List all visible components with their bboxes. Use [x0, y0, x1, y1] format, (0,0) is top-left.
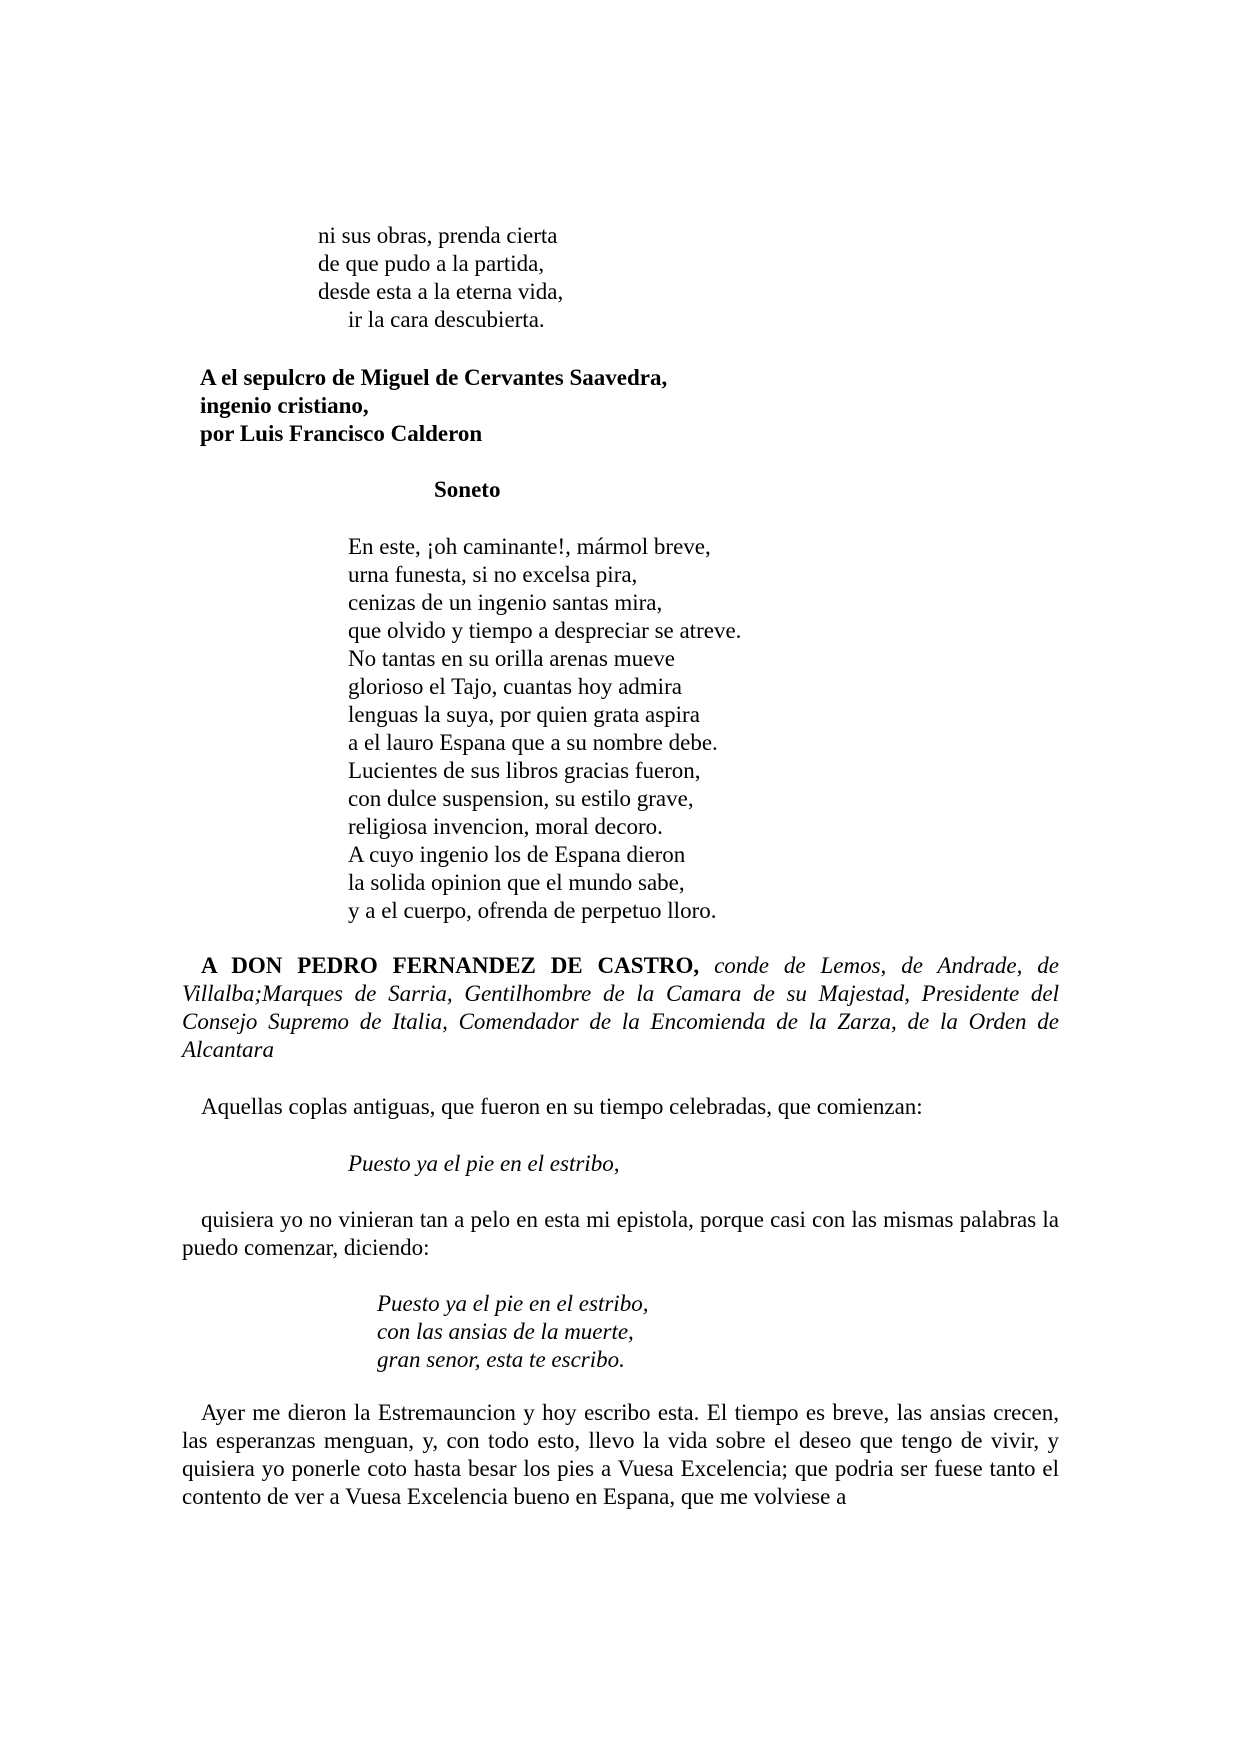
- verse-quote: Puesto ya el pie en el estribo,: [348, 1151, 620, 1176]
- heading-line: por Luis Francisco Calderon: [200, 421, 483, 446]
- epitaph-heading: [200, 364, 1000, 448]
- sonnet-line: y a el cuerpo, ofrenda de perpetuo lloro.: [348, 898, 717, 923]
- sonnet-line: Lucientes de sus libros gracias fueron,: [348, 758, 701, 783]
- poem-line: de que pudo a la partida,: [318, 251, 545, 276]
- sonnet-title: Soneto: [434, 477, 501, 502]
- poem-line: desde esta a la eterna vida,: [318, 279, 564, 304]
- poem-line: ir la cara descubierta.: [348, 307, 545, 332]
- sonnet-line: En este, ¡oh caminante!, mármol breve,: [348, 534, 711, 559]
- sonnet-line: a el lauro Espana que a su nombre debe.: [348, 730, 718, 755]
- sonnet-line: religiosa invencion, moral decoro.: [348, 814, 663, 839]
- heading-line: ingenio cristiano,: [200, 393, 369, 418]
- letter-paragraph: quisiera yo no vinieran tan a pelo en esta mi epistola, porque casi con las mismas palabras la puedo comenzar, diciendo:: [182, 1207, 1059, 1260]
- letter-paragraph: Ayer me dieron la Estremauncion y hoy escribo esta. El tiempo es breve, las ansias crecen, las esperanzas menguan, y, con todo esto, llevo la vida sobre el deseo que tengo de vivir, y quisiera yo ponerle coto hasta besar los pies a Vuesa Excelencia; que podria ser fuese tanto el contento de ver a Vuesa Excelencia bueno en Espana, que me volviese a: [182, 1400, 1059, 1509]
- sonnet-body: [348, 533, 968, 925]
- verse-quote-line: Puesto ya el pie en el estribo,: [377, 1291, 649, 1316]
- dedication-titles: conde de Lemos, de Andrade, de Villalba;Marques de Sarria, Gentilhombre de la Camara de su Majestad, Presidente del Consejo Supremo de Italia, Comendador de la Encomienda de la Zarza, de la Orden de Alcantara: [182, 953, 1059, 1062]
- sonnet-line: A cuyo ingenio los de Espana dieron: [348, 842, 686, 867]
- poem-line: ni sus obras, prenda cierta: [318, 223, 558, 248]
- dedication-heading: [182, 952, 1059, 1064]
- sonnet-line: cenizas de un ingenio santas mira,: [348, 590, 663, 615]
- sonnet-line: glorioso el Tajo, cuantas hoy admira: [348, 674, 682, 699]
- heading-line: A el sepulcro de Miguel de Cervantes Saavedra,: [200, 365, 668, 390]
- sonnet-line: con dulce suspension, su estilo grave,: [348, 786, 694, 811]
- dedication-name: A DON PEDRO FERNANDEZ DE CASTRO,: [201, 953, 700, 978]
- verse-quote-line: con las ansias de la muerte,: [377, 1319, 634, 1344]
- verse-quote-line: gran senor, esta te escribo.: [377, 1347, 625, 1372]
- sonnet-line: que olvido y tiempo a despreciar se atreve.: [348, 618, 742, 643]
- verse-quote-block: [377, 1290, 877, 1374]
- sonnet-line: urna funesta, si no excelsa pira,: [348, 562, 638, 587]
- sonnet-line: No tantas en su orilla arenas mueve: [348, 646, 675, 671]
- sonnet-line: la solida opinion que el mundo sabe,: [348, 870, 685, 895]
- letter-paragraph: Aquellas coplas antiguas, que fueron en su tiempo celebradas, que comienzan:: [201, 1094, 923, 1119]
- sonnet-line: lenguas la suya, por quien grata aspira: [348, 702, 700, 727]
- poem-fragment: [318, 222, 818, 334]
